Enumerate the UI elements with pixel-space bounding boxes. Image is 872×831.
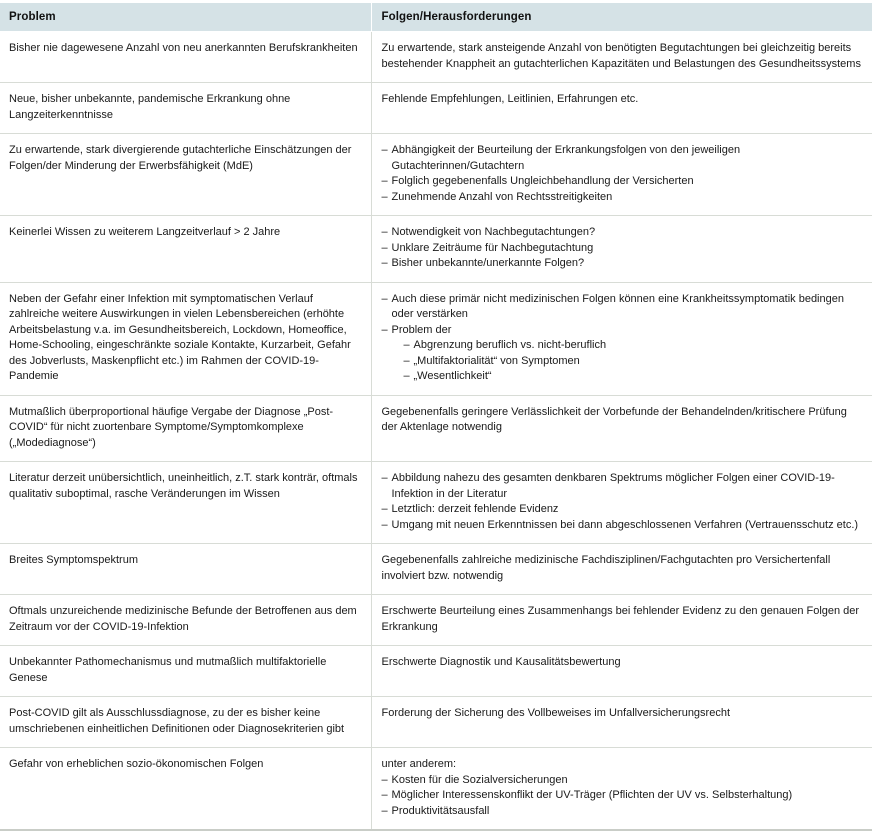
folgen-list-item: – Abbildung nahezu des gesamten denkbaren Spektrums möglicher Folgen einer COVID-19-Infektion in der Literatur <box>382 471 863 502</box>
cell-problem: Oftmals unzureichende medizinische Befunde der Betroffenen aus dem Zeitraum vor der COVID-19-Infektion <box>0 595 371 646</box>
folgen-text: Erschwerte Beurteilung eines Zusammenhangs bei fehlender Evidenz zu den genauen Folgen der Erkrankung <box>381 605 860 633</box>
folgen-list-item: – Umgang mit neuen Erkenntnissen bei dann abgeschlossenen Verfahren (Vertrauensschutz etc.) <box>382 518 863 534</box>
folgen-text: Fehlende Empfehlungen, Leitlinien, Erfahrungen etc. <box>381 93 639 105</box>
folgen-list-item: – Auch diese primär nicht medizinischen Folgen können eine Krankheitssymptomatik bedingen oder verstärken <box>382 292 863 323</box>
column-header-problem: Problem <box>0 3 371 32</box>
folgen-list-item: – Letztlich: derzeit fehlende Evidenz <box>382 502 863 518</box>
folgen-list <box>382 471 863 533</box>
cell-folgen <box>371 462 872 544</box>
folgen-list-item: – Problem der – Abgrenzung beruflich vs. nicht-beruflich – „Multifaktorialität“ von Symptomen – „Wesentlichkeit“ <box>382 323 863 385</box>
folgen-sublist-item: – „Multifaktorialität“ von Symptomen <box>404 354 863 370</box>
cell-problem: Post-COVID gilt als Ausschlussdiagnose, zu der es bisher keine umschriebenen einheitlichen Definitionen oder Diagnosekriterien gibt <box>0 697 371 748</box>
folgen-list <box>382 225 863 272</box>
cell-problem: Literatur derzeit unübersichtlich, uneinheitlich, z.T. stark konträr, oftmals qualitativ suboptimal, rasche Veränderungen im Wissen <box>0 462 371 544</box>
cell-problem: Zu erwartende, stark divergierende gutachterliche Einschätzungen der Folgen/der Minderung der Erwerbsfähigkeit (MdE) <box>0 134 371 216</box>
cell-problem: Neben der Gefahr einer Infektion mit symptomatischen Verlauf zahlreiche weitere Auswirkungen in vielen Lebensbereichen (erhöhte Arbeitsbelastung v.a. im Gesundheitsbereich, Lockdown, Homeoffice, Home-Schooling, eingeschränkte soziale Kontakte, Kurzarbeit, Gefahr des Jobverlusts, Maskenpflicht etc.) im Rahmen der COVID-19-Pandemie <box>0 282 371 395</box>
folgen-list-item: – Möglicher Interessenskonflikt der UV-Träger (Pflichten der UV vs. Selbsterhaltung) <box>382 788 863 804</box>
table-row <box>0 32 872 83</box>
folgen-text: Erschwerte Diagnostik und Kausalitätsbewertung <box>381 656 621 668</box>
cell-problem: Breites Symptomspektrum <box>0 544 371 595</box>
table-header <box>0 3 872 32</box>
problem-folgen-table <box>0 3 872 831</box>
folgen-list-item: – Kosten für die Sozialversicherungen <box>382 773 863 789</box>
cell-problem: Unbekannter Pathomechanismus und mutmaßlich multifaktorielle Genese <box>0 646 371 697</box>
cell-folgen <box>371 646 872 697</box>
table-row <box>0 462 872 544</box>
table-row <box>0 83 872 134</box>
cell-problem: Gefahr von erheblichen sozio-ökonomischen Folgen <box>0 748 371 831</box>
folgen-list-item: – Zunehmende Anzahl von Rechtsstreitigkeiten <box>382 190 863 206</box>
folgen-list <box>382 773 863 820</box>
folgen-list <box>382 292 863 385</box>
table-row <box>0 544 872 595</box>
table-row <box>0 595 872 646</box>
cell-folgen <box>371 544 872 595</box>
cell-folgen <box>371 134 872 216</box>
cell-problem: Mutmaßlich überproportional häufige Vergabe der Diagnose „Post-COVID“ für nicht zuortenbare Symptome/Symptomkomplexe („Modediagnose“) <box>0 395 371 462</box>
cell-folgen <box>371 83 872 134</box>
folgen-text: Gegebenenfalls zahlreiche medizinische Fachdisziplinen/Fachgutachten pro Versichertenfall involviert bzw. notwendig <box>381 554 831 582</box>
folgen-sublist-item: – Abgrenzung beruflich vs. nicht-beruflich <box>404 338 863 354</box>
table-row <box>0 748 872 831</box>
folgen-text: Gegebenenfalls geringere Verlässlichkeit der Vorbefunde der Behandelnden/kritischere Prüfung der Aktenlage notwendig <box>381 405 847 433</box>
table-row <box>0 216 872 283</box>
cell-folgen <box>371 395 872 462</box>
folgen-list-item: – Folglich gegebenenfalls Ungleichbehandlung der Versicherten <box>382 174 863 190</box>
table-row <box>0 646 872 697</box>
folgen-list <box>382 143 863 205</box>
table-row <box>0 134 872 216</box>
cell-folgen <box>371 32 872 83</box>
table-row <box>0 282 872 395</box>
folgen-list-item: – Bisher unbekannte/unerkannte Folgen? <box>382 256 863 272</box>
folgen-sublist <box>392 338 863 385</box>
folgen-list-item: – Notwendigkeit von Nachbegutachtungen? <box>382 225 863 241</box>
folgen-text: Forderung der Sicherung des Vollbeweises im Unfallversicherungsrecht <box>381 707 731 719</box>
table-row <box>0 697 872 748</box>
cell-folgen <box>371 216 872 283</box>
folgen-intro: unter anderem: <box>381 758 457 770</box>
cell-problem: Neue, bisher unbekannte, pandemische Erkrankung ohne Langzeiterkenntnisse <box>0 83 371 134</box>
table-row <box>0 395 872 462</box>
folgen-list-item: – Produktivitätsausfall <box>382 804 863 820</box>
cell-problem: Keinerlei Wissen zu weiterem Langzeitverlauf > 2 Jahre <box>0 216 371 283</box>
column-header-folgen: Folgen/Herausforderungen <box>371 3 872 32</box>
table-body <box>0 32 872 831</box>
folgen-list-item: – Unklare Zeiträume für Nachbegutachtung <box>382 241 863 257</box>
folgen-sublist-item: – „Wesentlichkeit“ <box>404 369 863 385</box>
cell-folgen <box>371 595 872 646</box>
cell-folgen <box>371 748 872 831</box>
folgen-text: Zu erwartende, stark ansteigende Anzahl von benötigten Begutachtungen bei gleichzeitig bereits bestehender Knappheit an gutachterlichen Kapazitäten und Belastungen des Gesundheitssystems <box>381 42 861 70</box>
cell-folgen <box>371 282 872 395</box>
cell-problem: Bisher nie dagewesene Anzahl von neu anerkannten Berufskrankheiten <box>0 32 371 83</box>
folgen-list-item: – Abhängigkeit der Beurteilung der Erkrankungsfolgen von den jeweiligen Gutachterinnen/Gutachtern <box>382 143 863 174</box>
header-row <box>0 3 872 32</box>
cell-folgen <box>371 697 872 748</box>
